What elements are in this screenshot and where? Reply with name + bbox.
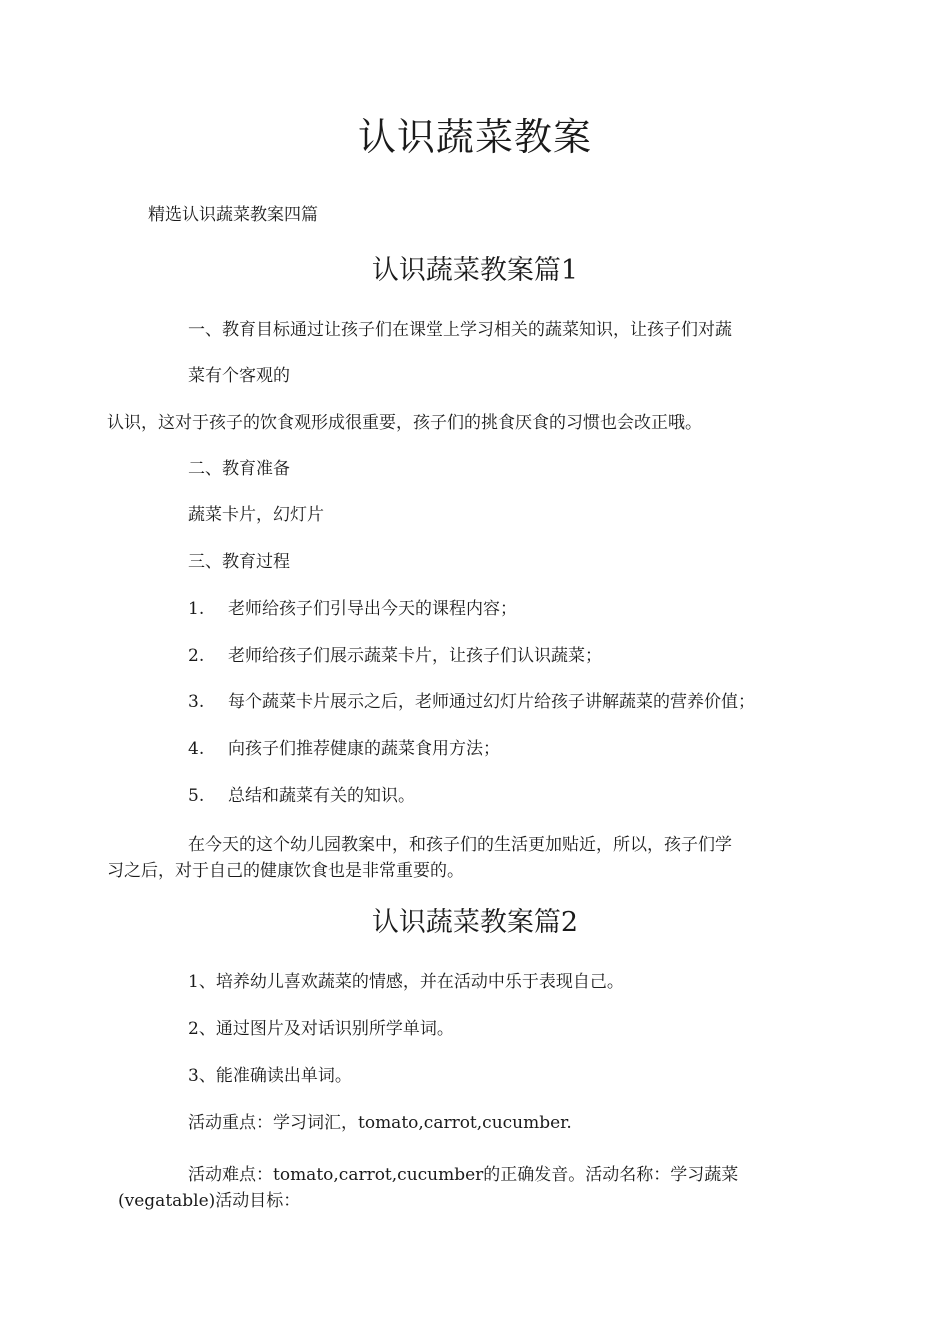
list-item-text: 总结和蔬菜有关的知识。 [228,786,415,806]
list-item-text: 老师给孩子们展示蔬菜卡片，让孩子们认识蔬菜； [228,646,602,666]
difficulty-line-2: (vegatable)活动目标： [118,1191,301,1211]
list-item-number: 3. [188,692,205,712]
difficulty-line-1: 活动难点：tomato,carrot,cucumber的正确发音。活动名称：学习蔬菜 [188,1165,739,1185]
list-item: 3、能准确读出单词。 [188,1066,352,1086]
goal-line-3: 认识，这对于孩子的饮食观形成很重要，孩子们的挑食厌食的习惯也会改正哦。 [107,413,702,433]
list-item [188,737,500,761]
goal-line-1: 一、教育目标通过让孩子们在课堂上学习相关的蔬菜知识，让孩子们对蔬 [188,320,732,340]
prep-heading: 二、教育准备 [188,459,290,479]
list-item [188,597,517,621]
goal-line-2: 菜有个客观的 [188,366,290,386]
section-2-heading: 认识蔬菜教案篇2 [371,907,579,938]
prep-text: 蔬菜卡片，幻灯片 [188,505,324,525]
list-item: 1、培养幼儿喜欢蔬菜的情感，并在活动中乐于表现自己。 [188,972,624,992]
list-item [188,784,415,808]
list-item-text: 向孩子们推荐健康的蔬菜食用方法； [228,739,500,759]
list-item [188,644,602,668]
document-title: 认识蔬菜教案 [357,115,592,159]
list-item-number: 5. [188,786,205,806]
summary-line-1: 在今天的这个幼儿园教案中，和孩子们的生活更加贴近，所以，孩子们学 [188,835,732,855]
list-item-text: 每个蔬菜卡片展示之后，老师通过幻灯片给孩子讲解蔬菜的营养价值； [228,692,755,712]
key-point: 活动重点：学习词汇，tomato,carrot,cucumber. [188,1113,572,1133]
summary-line-2: 习之后，对于自己的健康饮食也是非常重要的。 [107,861,464,881]
list-item-number: 4. [188,739,205,759]
list-item: 2、通过图片及对话识别所学单词。 [188,1019,454,1039]
list-item-number: 1. [188,599,205,619]
process-heading: 三、教育过程 [188,552,290,572]
document-subtitle: 精选认识蔬菜教案四篇 [148,205,318,225]
list-item-text: 老师给孩子们引导出今天的课程内容； [228,599,517,619]
list-item-number: 2. [188,646,205,666]
section-1-heading: 认识蔬菜教案篇1 [371,255,579,286]
list-item [188,690,755,714]
